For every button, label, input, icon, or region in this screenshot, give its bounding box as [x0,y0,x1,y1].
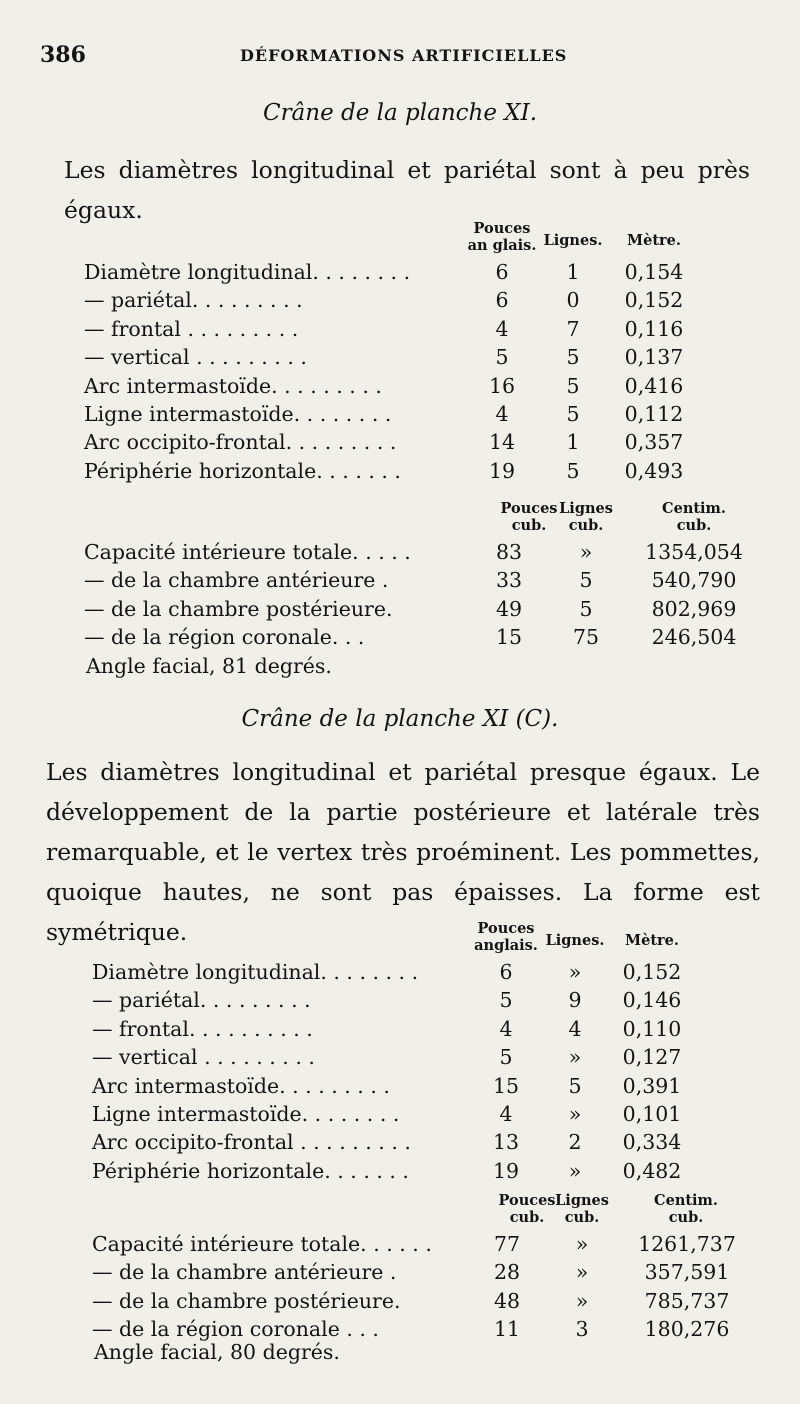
row-value-2: » [579,540,593,564]
row-value-3: 357,591 [644,1260,730,1285]
section-1-title: Crâne de la planche XI. [262,100,538,126]
row-value-1: 15 [495,625,523,650]
row-value-1: 49 [495,596,523,621]
table-row [92,1157,764,1185]
row-label: — de la région coronale. . . [84,625,365,650]
table-row [92,1100,764,1128]
section-1-capacity-table [84,498,764,652]
section-1-facial-angle: Angle facial, 81 degrés. [86,654,332,678]
row-value-2: 2 [568,1130,582,1155]
row-label: — de la chambre postérieure. [92,1288,401,1313]
row-value-1: 15 [492,1073,520,1098]
row-value-2: 5 [566,373,580,398]
row-value-2: 7 [566,316,580,341]
row-value-3: 246,504 [651,625,737,650]
table-row [92,1043,764,1071]
row-value-3: 0,101 [622,1101,682,1126]
table-body [92,958,764,1185]
table-body [92,1230,764,1344]
row-label: Périphérie horizontale. . . . . . . [92,1158,409,1183]
row-value-1: 6 [499,960,513,984]
row-value-1: 6 [495,260,509,284]
col-header-centim-cub: Centim. cub. [654,1192,718,1226]
col-header-metre: Mètre. [625,932,679,949]
row-value-1: 28 [493,1260,521,1285]
page-number: 386 [40,42,86,68]
row-value-3: 0,112 [624,401,684,426]
table-row [84,315,764,343]
table-row [84,258,764,286]
table-row [84,538,764,566]
row-value-2: 5 [579,596,593,621]
table-row [84,623,764,651]
row-value-1: 11 [493,1317,521,1342]
section-2-facial-angle: Angle facial, 80 degrés. [94,1340,340,1364]
row-value-1: 5 [499,988,513,1013]
table-body [84,258,764,485]
row-label: Capacité intérieure totale. . . . . . [92,1232,432,1256]
row-label: Diamètre longitudinal. . . . . . . . [92,960,419,984]
row-value-3: 0,357 [624,430,684,455]
row-value-3: 0,334 [622,1130,682,1155]
row-label: — de la chambre antérieure . [84,568,389,593]
row-value-3: 0,482 [622,1158,682,1183]
table-row [92,986,764,1014]
row-value-2: 1 [566,260,580,284]
table-header [92,1190,764,1230]
table-row [84,457,764,485]
row-label: Diamètre longitudinal. . . . . . . . [84,260,411,284]
col-header-lignes: Lignes. [545,932,605,949]
row-value-2: » [568,1045,582,1070]
row-value-2: » [568,960,582,984]
row-value-3: 0,146 [622,988,682,1013]
row-value-3: 1261,737 [638,1232,736,1256]
row-value-3: 0,137 [624,345,684,370]
row-value-1: 19 [488,458,516,483]
row-value-1: 6 [495,288,509,313]
row-value-2: 5 [566,401,580,426]
section-2-capacity-table [92,1190,764,1344]
table-row [84,286,764,314]
row-value-3: 0,154 [624,260,684,284]
row-value-3: 180,276 [644,1317,730,1342]
table-row [84,428,764,456]
row-value-2: » [575,1288,589,1313]
row-value-2: 5 [566,458,580,483]
table-row [84,343,764,371]
row-value-2: 75 [572,625,600,650]
row-value-2: 1 [566,430,580,455]
table-row [84,595,764,623]
running-head: DÉFORMATIONS ARTIFICIELLES [240,46,568,65]
row-value-1: 19 [492,1158,520,1183]
row-label: — vertical . . . . . . . . . [84,345,307,370]
col-header-pouces: Pouces anglais. [474,920,538,954]
page-header [40,42,760,72]
row-value-1: 83 [495,540,523,564]
row-label: Capacité intérieure totale. . . . . [84,540,411,564]
row-value-1: 14 [488,430,516,455]
table-header [84,498,764,538]
row-value-3: 785,737 [644,1288,730,1313]
col-header-lignes-cub: Lignes cub. [555,1192,609,1226]
section-1-paragraph-text: Les diamètres longitudinal et pariétal sont à peu près égaux. [64,156,750,224]
table-row [92,1287,764,1315]
row-label: Arc intermastoïde. . . . . . . . . [84,373,382,398]
row-value-3: 0,416 [624,373,684,398]
table-row [92,958,764,986]
col-header-lignes: Lignes. [543,232,603,249]
row-value-3: 0,493 [624,458,684,483]
row-value-3: 0,110 [622,1016,682,1041]
col-header-pouces: Pouces an glais. [467,220,537,254]
row-value-1: 16 [488,373,516,398]
row-value-3: 0,116 [624,316,684,341]
row-value-2: 3 [575,1317,589,1342]
col-header-metre: Mètre. [627,232,681,249]
row-value-3: 0,127 [622,1045,682,1070]
row-label: Périphérie horizontale. . . . . . . [84,458,401,483]
row-value-2: 5 [579,568,593,593]
row-value-2: 5 [568,1073,582,1098]
row-label: Arc occipito-frontal . . . . . . . . . [92,1130,411,1155]
col-header-pouces-cub: Pouces cub. [498,1192,556,1226]
row-value-1: 77 [493,1232,521,1256]
row-value-2: » [568,1158,582,1183]
row-value-3: 802,969 [651,596,737,621]
row-label: Ligne intermastoïde. . . . . . . . [84,401,392,426]
row-value-3: 0,391 [622,1073,682,1098]
row-value-1: 48 [493,1288,521,1313]
row-value-1: 4 [495,316,509,341]
row-label: — frontal. . . . . . . . . . [92,1016,313,1041]
section-1-measurements-table [84,218,764,485]
row-label: Arc occipito-frontal. . . . . . . . . [84,430,397,455]
col-header-centim-cub: Centim. cub. [662,500,726,534]
row-value-1: 13 [492,1130,520,1155]
row-value-3: 0,152 [624,288,684,313]
row-value-1: 5 [499,1045,513,1070]
row-value-2: 4 [568,1016,582,1041]
table-row [92,1258,764,1286]
table-row [92,1230,764,1258]
table-row [92,1128,764,1156]
row-value-1: 4 [499,1016,513,1041]
row-value-2: 5 [566,345,580,370]
section-2-title: Crâne de la planche XI (C). [241,706,559,732]
table-header [92,918,764,958]
row-label: — de la région coronale . . . [92,1317,379,1342]
row-label: — vertical . . . . . . . . . [92,1045,315,1070]
row-value-3: 540,790 [651,568,737,593]
row-value-3: 0,152 [622,960,682,984]
table-row [84,566,764,594]
row-label: — pariétal. . . . . . . . . [92,988,311,1013]
table-body [84,538,764,652]
row-label: Arc intermastoïde. . . . . . . . . [92,1073,390,1098]
row-value-1: 4 [495,401,509,426]
table-row [84,400,764,428]
section-2-paragraph-text: Les diamètres longitudinal et pariétal presque égaux. Le développement de la partie postérieure et latérale très remarquable, et le vertex très proéminent. Les pommettes, quoique hautes, ne sont pas épaisses. La forme est symétrique. [46,758,760,946]
table-header [84,218,764,258]
row-value-1: 5 [495,345,509,370]
table-row [92,1072,764,1100]
row-value-1: 33 [495,568,523,593]
section-2-measurements-table [92,918,764,1185]
row-value-2: » [568,1101,582,1126]
col-header-pouces-cub: Pouces cub. [500,500,558,534]
table-row [92,1015,764,1043]
row-label: — de la chambre antérieure . [92,1260,397,1285]
table-row [84,372,764,400]
row-value-2: 0 [566,288,580,313]
col-header-lignes-cub: Lignes cub. [559,500,613,534]
row-label: — de la chambre postérieure. [84,596,393,621]
row-value-2: » [575,1232,589,1256]
row-label: Ligne intermastoïde. . . . . . . . [92,1101,400,1126]
row-value-2: » [575,1260,589,1285]
row-label: — pariétal. . . . . . . . . [84,288,303,313]
row-value-1: 4 [499,1101,513,1126]
row-value-2: 9 [568,988,582,1013]
row-label: — frontal . . . . . . . . . [84,316,299,341]
row-value-3: 1354,054 [645,540,743,564]
